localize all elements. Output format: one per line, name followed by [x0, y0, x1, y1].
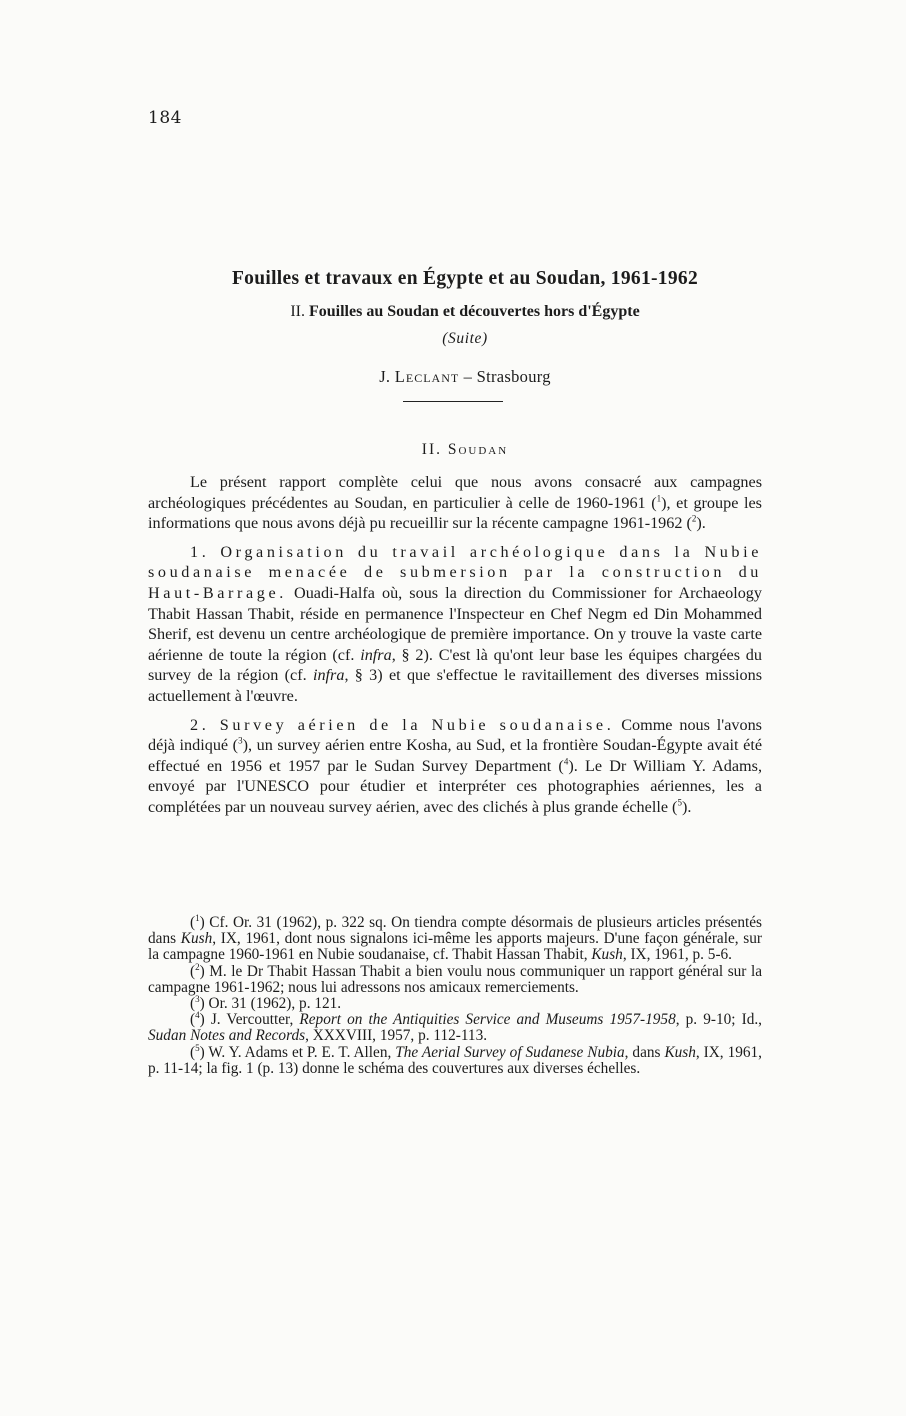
- text-run: , XXXVIII, 1957, p. 112-113.: [305, 1027, 488, 1045]
- italic-run: Kush: [664, 1043, 696, 1061]
- footnote-2: ($^2$) M. le Dr Thabit Hassan Thabit a bien voulu nous communiquer un rapport général sur la campagne 1961-1962; nous lui adressons nos amicaux remerciements.: [148, 961, 762, 996]
- footnote-5: ($^5$) W. Y. Adams et P. E. T. Allen, The Aerial Survey of Sudanese Nubia, dans Kush, IX, 1961, p. 11-14; la fig. 1 (p. 13) donne le schéma des couvertures aux diverses échelles.: [148, 1042, 763, 1077]
- text-run: Ouadi-Halfa où, sous la direction du Commissioner for Archaeology Thabit Hassan Thabit, réside en permanence l'Inspecteur en Chef Negm ed Din Mohammed Sherif, est devenu un centre archéologique de première importance. On y trouve la vaste carte aérienne de toute la région (cf.: [148, 583, 762, 664]
- text-run: Comme nous l'avons déjà indiqué (: [148, 715, 762, 755]
- footnote-ref[interactable]: 2: [691, 513, 697, 524]
- italic-run: infra: [360, 645, 392, 664]
- footnote-ref[interactable]: 5: [677, 797, 682, 808]
- author-name: Leclant: [394, 367, 460, 386]
- footnote-number: 5: [195, 1042, 200, 1053]
- footnote-ref[interactable]: 4: [563, 756, 569, 767]
- subtitle-text: Fouilles au Soudan et découvertes hors d'Égypte: [308, 303, 640, 320]
- footnotes: [148, 912, 763, 1077]
- text-run: , § 3) et que s'effectue le ravitaillement des diverses missions actuellement à l'œuvre.: [148, 666, 762, 705]
- body-text: [148, 472, 762, 826]
- footnote-number: 2: [195, 961, 200, 972]
- text-run: ). Le Dr William Y. Adams, envoyé par l'UNESCO pour étudier et interpréter ces photographies aériennes, les a complétées par un nouveau survey aérien, avec des clichés à plus grande échelle (: [148, 756, 762, 816]
- title-divider: [403, 401, 503, 402]
- text-run: Or. 31 (1962), p. 121.: [204, 995, 342, 1013]
- text-run: , IX, 1961, p. 5-6.: [622, 946, 733, 964]
- page-number: 184: [148, 108, 182, 128]
- article-subtitle: [120, 303, 810, 321]
- italic-run: infra: [312, 666, 345, 685]
- text-run: ).: [696, 514, 706, 533]
- subtitle-numeral: II.: [290, 303, 305, 320]
- text-run: , p. 9-10; Id.,: [675, 1011, 762, 1029]
- footnote-ref[interactable]: 1: [656, 493, 662, 504]
- text-run: ).: [681, 797, 692, 816]
- text-run: Cf. Or. 31 (1962), p. 322 sq. On tiendra compte désormais de plusieurs articles présentés dans: [148, 914, 762, 948]
- footnote-number: 1: [195, 912, 200, 923]
- footnote-4: ($^4$) J. Vercoutter, Report on the Antiquities Service and Museums 1957-1958, p. 9-10; Id., Sudan Notes and Records, XXXVIII, 1957, p. 112-113.: [148, 1010, 762, 1045]
- author-separator: –: [459, 367, 477, 386]
- suite-label: (Suite): [442, 330, 488, 347]
- paragraph-survey: [148, 715, 762, 818]
- text-run: ), et groupe les informations que nous avons déjà pu recueillir sur la récente campagne 1961-1962 (: [148, 493, 762, 533]
- text-run: J. Vercoutter,: [204, 1011, 300, 1029]
- footnote-1: ($^1$) Cf. Or. 31 (1962), p. 322 sq. On tiendra compte désormais de plusieurs articles présentés dans Kush, IX, 1961, dont nous signalons ici-même les apports majeurs. D'une façon générale, sur la campagne 1960-1961 en Nubie soudanaise, cf. Thabit Hassan Thabit, Kush, IX, 1961, p. 5-6.: [148, 912, 762, 964]
- section-heading: II. Soudan: [421, 441, 509, 458]
- text-run: M. le Dr Thabit Hassan Thabit a bien voulu nous communiquer un rapport général sur la campagne 1961-1962; nous lui adressons nos amicaux remerciements.: [148, 962, 762, 996]
- footnote-number: 3: [195, 993, 200, 1004]
- text-run: Le présent rapport complète celui que nous avons consacré aux campagnes archéologiques précédentes au Soudan, en particulier à celle de 1960-1961 (: [148, 473, 762, 512]
- paragraph-heading: 1. Organisation du travail archéologique dans la Nubie soudanaise menacée de submersion par la construction du Haut-Barrage.: [148, 542, 762, 602]
- italic-run: Sudan Notes and Records: [148, 1027, 306, 1045]
- paragraph-organisation: [148, 542, 762, 707]
- author-initial: J.: [379, 367, 391, 386]
- footnote-number: 4: [195, 1010, 200, 1021]
- text-run: , IX, 1961, dont nous signalons ici-même les apports majeurs. D'une façon générale, sur la campagne 1960-1961 en Nubie soudanaise, cf. Thabit Hassan Thabit,: [148, 930, 762, 964]
- author-place: Strasbourg: [476, 367, 551, 386]
- text-run: ), un survey aérien entre Kosha, au Sud, et la frontière Soudan-Égypte avait été effectué en 1956 et 1957 par le Sudan Survey Department (: [148, 736, 762, 775]
- italic-run: Kush: [591, 946, 623, 964]
- text-run: W. Y. Adams et P. E. T. Allen,: [204, 1043, 396, 1061]
- author-line: [120, 367, 810, 387]
- article-title: Fouilles et travaux en Égypte et au Soudan, 1961-1962: [231, 268, 699, 289]
- text-run: , IX, 1961, p. 11-14; la fig. 1 (p. 13) donne le schéma des couvertures aux diverses échelles.: [148, 1043, 763, 1077]
- text-run: , § 2). C'est là qu'ont leur base les équipes chargées du survey de la région (cf.: [148, 645, 762, 685]
- paragraph-heading: 2. Survey aérien de la Nubie soudanaise.: [190, 715, 615, 734]
- footnote-ref[interactable]: 3: [238, 735, 243, 746]
- intro-paragraph: [148, 472, 762, 534]
- italic-run: Report on the Antiquities Service and Museums 1957-1958: [299, 1011, 676, 1029]
- italic-run: Kush: [180, 930, 213, 948]
- italic-run: The Aerial Survey of Sudanese Nubia: [395, 1043, 625, 1061]
- text-run: , dans: [624, 1043, 665, 1061]
- footnote-3: ($^3$) Or. 31 (1962), p. 121.: [190, 993, 342, 1013]
